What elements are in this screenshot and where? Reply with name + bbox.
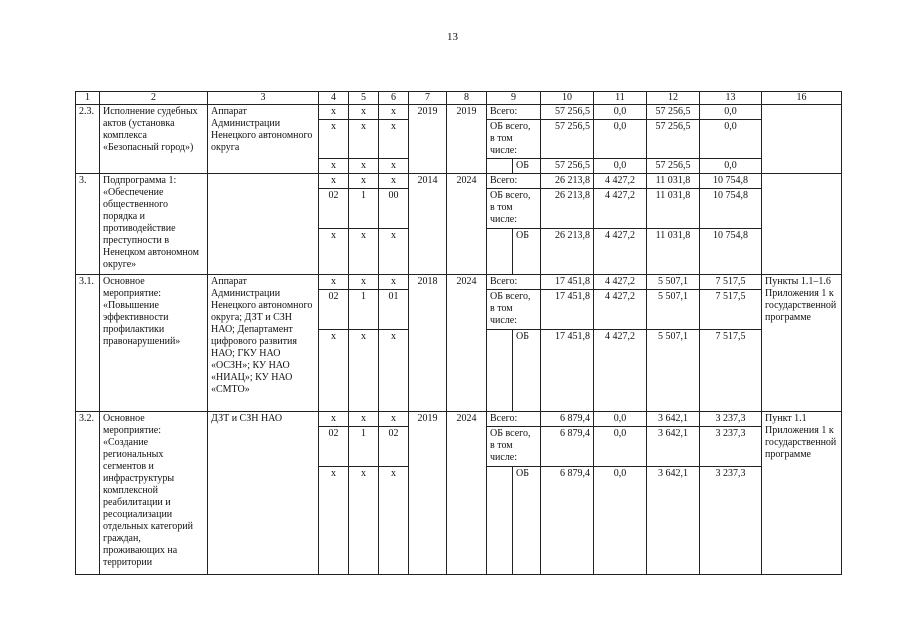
code-cell: х <box>379 467 409 575</box>
code-cell: х <box>379 105 409 120</box>
amount-cell: 11 031,8 <box>647 174 700 189</box>
executor-cell: ДЗТ и СЗН НАО <box>208 412 319 575</box>
measure-name-cell: Подпрограмма 1: «Обеспечение общественного порядка и противодействие преступности в Ненецком автономном округе» <box>100 174 208 275</box>
funding-label-cell: ОБ всего, в том числе: <box>487 120 541 159</box>
amount-cell: 17 451,8 <box>541 330 594 412</box>
amount-cell: 0,0 <box>594 427 647 467</box>
code-cell: х <box>319 229 349 275</box>
amount-cell: 26 213,8 <box>541 174 594 189</box>
executor-cell: Аппарат Администрации Ненецкого автономного округа; ДЗТ и СЗН НАО; Департамент цифрового развития НАО; ГКУ НАО «ОСЗН»; КУ НАО «НИАЦ»; КУ НАО «СМТО» <box>208 275 319 412</box>
measure-name-cell: Основное мероприятие: «Создание региональных сегментов и инфраструктуры комплексной реабилитации и ресоциализации отдельных категорий граждан, проживающих на территории <box>100 412 208 575</box>
funding-label-cell: ОБ всего, в том числе: <box>487 427 541 467</box>
amount-cell: 4 427,2 <box>594 189 647 229</box>
code-cell: х <box>349 159 379 174</box>
table-row <box>76 174 842 189</box>
funding-label-cell: ОБ всего, в том числе: <box>487 189 541 229</box>
note-cell <box>762 174 842 275</box>
amount-cell: 11 031,8 <box>647 189 700 229</box>
program-table <box>75 91 842 575</box>
code-cell: 02 <box>319 427 349 467</box>
funding-source-cell: ОБ <box>513 330 541 412</box>
amount-cell: 0,0 <box>594 467 647 575</box>
amount-cell: 11 031,8 <box>647 229 700 275</box>
amount-cell: 10 754,8 <box>700 189 762 229</box>
amount-cell: 5 507,1 <box>647 290 700 330</box>
code-cell: х <box>349 275 379 290</box>
year-start-cell: 2014 <box>409 174 447 275</box>
code-cell: 00 <box>379 189 409 229</box>
amount-cell: 26 213,8 <box>541 189 594 229</box>
column-header: 11 <box>594 92 647 105</box>
funding-label-cell <box>487 159 513 174</box>
amount-cell: 0,0 <box>700 105 762 120</box>
column-header: 4 <box>319 92 349 105</box>
column-header: 16 <box>762 92 842 105</box>
code-cell: х <box>319 330 349 412</box>
column-header: 10 <box>541 92 594 105</box>
code-cell: х <box>349 330 379 412</box>
executor-cell: Аппарат Администрации Ненецкого автономного округа <box>208 105 319 174</box>
funding-label-cell: Всего: <box>487 412 541 427</box>
amount-cell: 3 237,3 <box>700 467 762 575</box>
column-header: 13 <box>700 92 762 105</box>
funding-source-cell: ОБ <box>513 159 541 174</box>
table-row <box>76 275 842 290</box>
column-header: 9 <box>487 92 541 105</box>
executor-cell <box>208 174 319 275</box>
amount-cell: 26 213,8 <box>541 229 594 275</box>
code-cell: 02 <box>319 290 349 330</box>
amount-cell: 3 642,1 <box>647 412 700 427</box>
note-cell: Пункт 1.1 Приложения 1 к государственной программе <box>762 412 842 575</box>
funding-source-cell: ОБ <box>513 229 541 275</box>
code-cell: х <box>349 174 379 189</box>
column-header-row <box>76 92 842 105</box>
note-cell <box>762 105 842 174</box>
funding-label-cell: ОБ всего, в том числе: <box>487 290 541 330</box>
year-start-cell: 2019 <box>409 412 447 575</box>
measure-name-cell: Исполнение судебных актов (установка комплекса «Безопасный город») <box>100 105 208 174</box>
amount-cell: 4 427,2 <box>594 229 647 275</box>
code-cell: х <box>379 174 409 189</box>
amount-cell: 6 879,4 <box>541 427 594 467</box>
amount-cell: 0,0 <box>594 412 647 427</box>
amount-cell: 3 237,3 <box>700 427 762 467</box>
year-end-cell: 2019 <box>447 105 487 174</box>
amount-cell: 3 642,1 <box>647 467 700 575</box>
amount-cell: 7 517,5 <box>700 275 762 290</box>
amount-cell: 57 256,5 <box>541 105 594 120</box>
amount-cell: 57 256,5 <box>647 120 700 159</box>
code-cell: х <box>319 159 349 174</box>
amount-cell: 3 642,1 <box>647 427 700 467</box>
column-header: 8 <box>447 92 487 105</box>
note-cell: Пункты 1.1–1.6 Приложения 1 к государственной программе <box>762 275 842 412</box>
code-cell: х <box>349 105 379 120</box>
year-end-cell: 2024 <box>447 275 487 412</box>
year-start-cell: 2018 <box>409 275 447 412</box>
code-cell: х <box>319 120 349 159</box>
table-row <box>76 105 842 120</box>
amount-cell: 17 451,8 <box>541 275 594 290</box>
code-cell: х <box>349 229 379 275</box>
row-number-cell: 3.2. <box>76 412 100 575</box>
code-cell: х <box>349 467 379 575</box>
column-header: 5 <box>349 92 379 105</box>
column-header: 1 <box>76 92 100 105</box>
row-number-cell: 3.1. <box>76 275 100 412</box>
page-number: 13 <box>447 31 458 43</box>
amount-cell: 57 256,5 <box>647 159 700 174</box>
amount-cell: 4 427,2 <box>594 330 647 412</box>
code-cell: х <box>319 412 349 427</box>
amount-cell: 3 237,3 <box>700 412 762 427</box>
amount-cell: 57 256,5 <box>541 120 594 159</box>
code-cell: 1 <box>349 427 379 467</box>
code-cell: х <box>319 467 349 575</box>
amount-cell: 4 427,2 <box>594 275 647 290</box>
funding-label-cell <box>487 330 513 412</box>
funding-label-cell: Всего: <box>487 105 541 120</box>
year-end-cell: 2024 <box>447 174 487 275</box>
column-header: 12 <box>647 92 700 105</box>
amount-cell: 7 517,5 <box>700 290 762 330</box>
amount-cell: 57 256,5 <box>541 159 594 174</box>
code-cell: 01 <box>379 290 409 330</box>
row-number-cell: 2.3. <box>76 105 100 174</box>
year-start-cell: 2019 <box>409 105 447 174</box>
row-number-cell: 3. <box>76 174 100 275</box>
code-cell: х <box>349 120 379 159</box>
amount-cell: 0,0 <box>700 159 762 174</box>
amount-cell: 0,0 <box>594 159 647 174</box>
code-cell: 02 <box>319 189 349 229</box>
column-header: 7 <box>409 92 447 105</box>
amount-cell: 6 879,4 <box>541 467 594 575</box>
code-cell: х <box>379 159 409 174</box>
amount-cell: 5 507,1 <box>647 330 700 412</box>
amount-cell: 10 754,8 <box>700 229 762 275</box>
amount-cell: 10 754,8 <box>700 174 762 189</box>
code-cell: х <box>379 275 409 290</box>
code-cell: х <box>379 120 409 159</box>
amount-cell: 6 879,4 <box>541 412 594 427</box>
amount-cell: 17 451,8 <box>541 290 594 330</box>
code-cell: 02 <box>379 427 409 467</box>
code-cell: х <box>379 229 409 275</box>
amount-cell: 4 427,2 <box>594 290 647 330</box>
code-cell: х <box>319 275 349 290</box>
column-header: 2 <box>100 92 208 105</box>
code-cell: х <box>349 412 379 427</box>
amount-cell: 5 507,1 <box>647 275 700 290</box>
funding-label-cell <box>487 229 513 275</box>
funding-label-cell: Всего: <box>487 174 541 189</box>
amount-cell: 0,0 <box>594 105 647 120</box>
code-cell: х <box>379 412 409 427</box>
amount-cell: 0,0 <box>594 120 647 159</box>
funding-label-cell: Всего: <box>487 275 541 290</box>
code-cell: 1 <box>349 189 379 229</box>
table-row <box>76 412 842 427</box>
amount-cell: 4 427,2 <box>594 174 647 189</box>
year-end-cell: 2024 <box>447 412 487 575</box>
funding-label-cell <box>487 467 513 575</box>
code-cell: х <box>319 174 349 189</box>
column-header: 3 <box>208 92 319 105</box>
code-cell: х <box>379 330 409 412</box>
code-cell: х <box>319 105 349 120</box>
measure-name-cell: Основное мероприятие: «Повышение эффективности профилактики правонарушений» <box>100 275 208 412</box>
code-cell: 1 <box>349 290 379 330</box>
column-header: 6 <box>379 92 409 105</box>
amount-cell: 7 517,5 <box>700 330 762 412</box>
amount-cell: 57 256,5 <box>647 105 700 120</box>
funding-source-cell: ОБ <box>513 467 541 575</box>
amount-cell: 0,0 <box>700 120 762 159</box>
